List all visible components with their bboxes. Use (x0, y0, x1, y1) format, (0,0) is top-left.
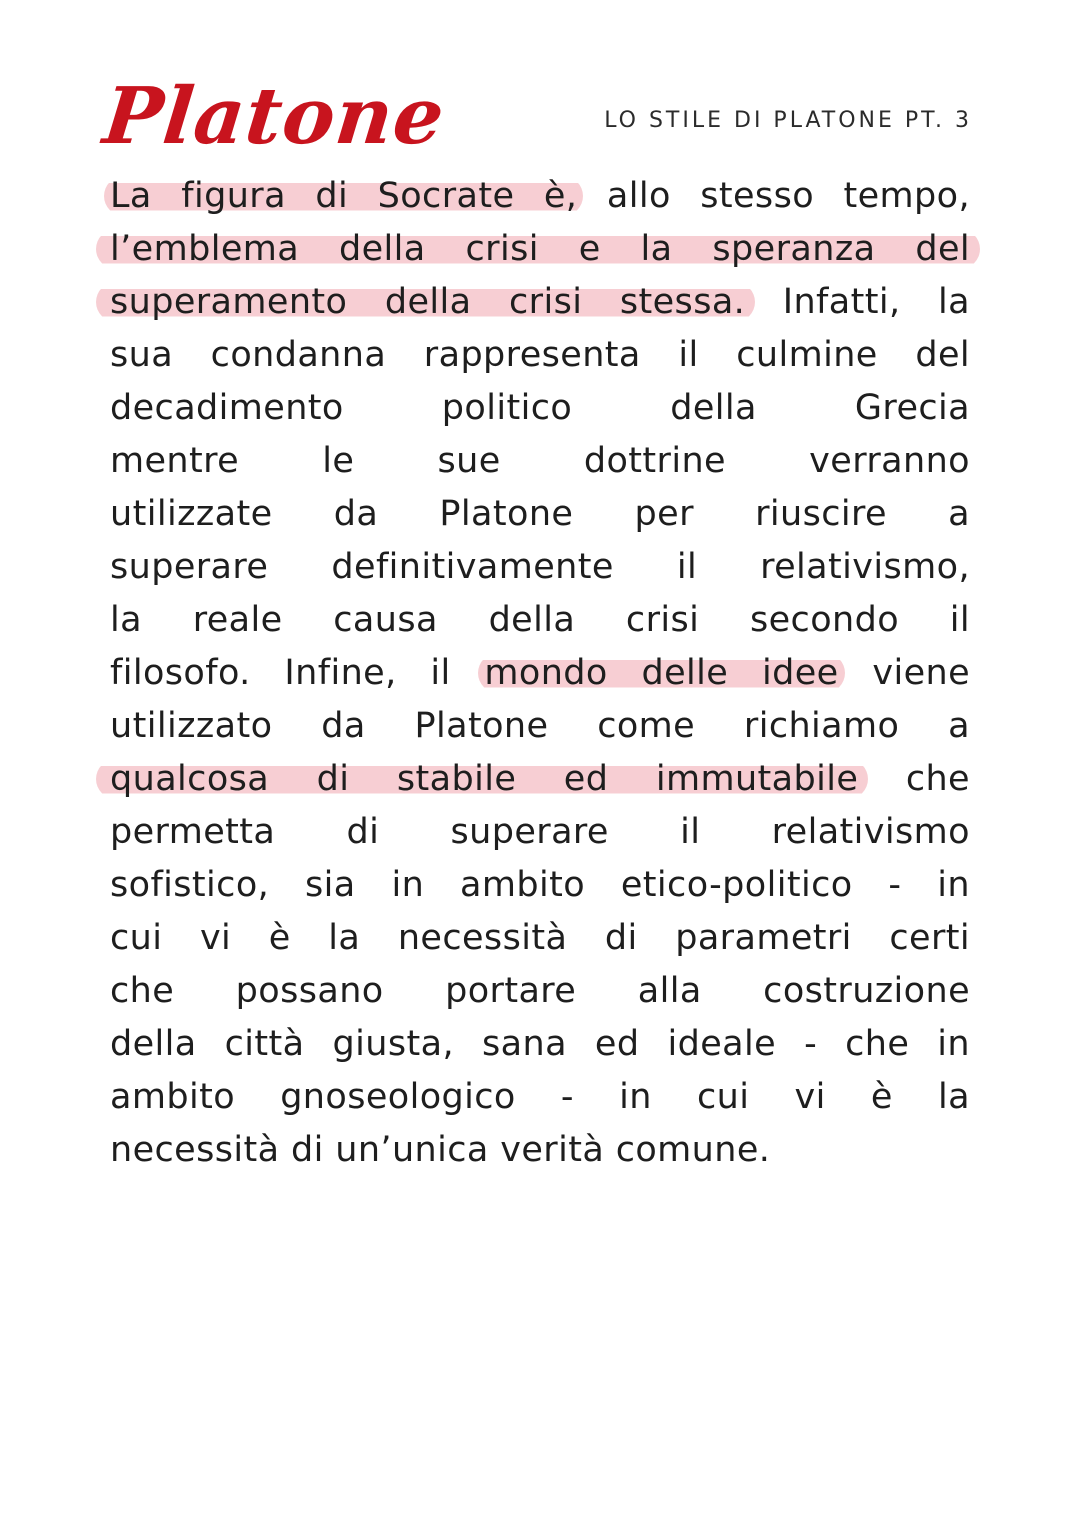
text-line: la reale causa della crisi secondo il (110, 600, 970, 640)
text-line (110, 753, 970, 806)
text-line (110, 276, 970, 329)
text-line: sofistico, sia in ambito etico-politico - in (110, 865, 970, 905)
text-line: ambito gnoseologico - in cui vi è la (110, 1077, 970, 1117)
text-line: superare definitivamente il relativismo, (110, 547, 970, 587)
body-text (110, 170, 970, 1177)
text-line: cui vi è la necessità di parametri certi (110, 918, 970, 958)
text-line (110, 223, 970, 276)
text-line: che possano portare alla costruzione (110, 971, 970, 1011)
text-segment: filosofo. Infine, il (110, 653, 451, 693)
text-line: utilizzato da Platone come richiamo a (110, 706, 970, 746)
text-segment: allo stesso tempo, (606, 176, 971, 216)
text-line (110, 170, 970, 223)
text-segment: viene (872, 653, 971, 693)
text-segment: Infatti, la (782, 282, 970, 322)
highlighted-text: superamento della crisi stessa. (96, 282, 755, 322)
text-segment: che (905, 759, 970, 799)
highlighted-text: mondo delle idee (478, 653, 844, 693)
highlighted-text: qualcosa di stabile ed immutabile (96, 759, 868, 799)
text-line: necessità di un’unica verità comune. (110, 1130, 771, 1170)
text-line: decadimento politico della Grecia (110, 388, 970, 428)
text-line: utilizzate da Platone per riuscire a (110, 494, 970, 534)
highlighted-text: La figura di Socrate è, (104, 176, 583, 216)
highlighted-text: l’emblema della crisi e la speranza del (96, 229, 980, 269)
text-line (110, 647, 970, 700)
text-line: permetta di superare il relativismo (110, 812, 970, 852)
page-title: Platone (99, 71, 450, 162)
page-subtitle: LO STILE DI PLATONE PT. 3 (604, 108, 972, 133)
text-line: mentre le sue dottrine verranno (110, 441, 970, 481)
text-line: sua condanna rappresenta il culmine del (110, 335, 970, 375)
text-line: della città giusta, sana ed ideale - che in (110, 1024, 970, 1064)
